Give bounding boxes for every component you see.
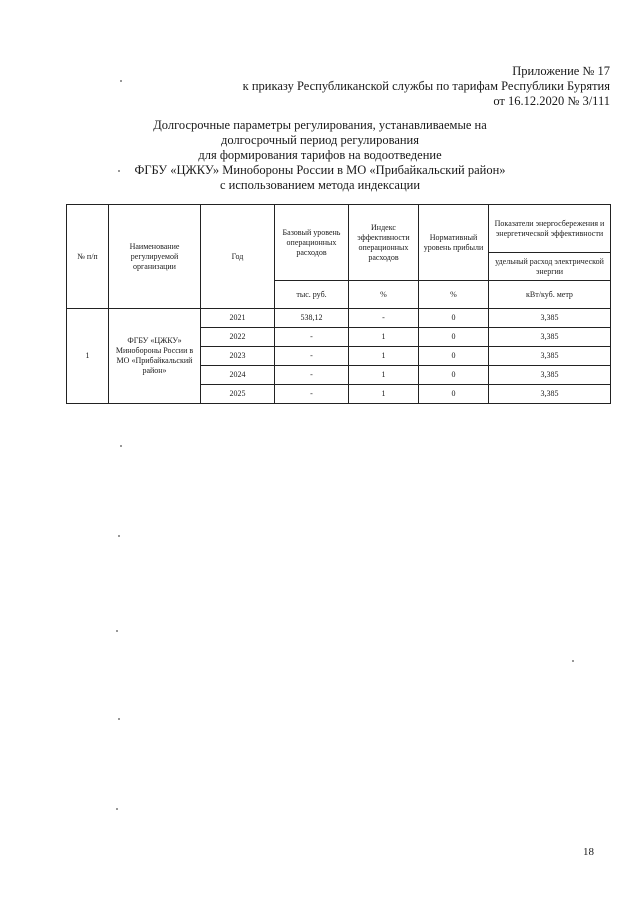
cell-year: 2022 [201,328,275,347]
row-number: 1 [67,309,109,404]
cell-index: 1 [349,385,419,404]
unit-index: % [349,281,419,309]
header-energy: Показатели энергосбережения и энергетической эффективности [489,205,611,253]
cell-base: - [275,366,349,385]
scan-speck [116,808,118,810]
heading-line-1: Долгосрочные параметры регулирования, устанавливаемые на [153,118,487,132]
scan-speck [120,80,122,82]
scan-speck [118,170,120,172]
appendix-date: от 16.12.2020 № 3/111 [493,94,610,108]
cell-index: 1 [349,328,419,347]
cell-profit: 0 [419,309,489,328]
unit-profit: % [419,281,489,309]
scan-speck [118,718,120,720]
unit-energy: кВт/куб. метр [489,281,611,309]
header-num: № п/п [67,205,109,309]
page-number: 18 [583,846,594,858]
cell-profit: 0 [419,385,489,404]
cell-base: - [275,385,349,404]
scan-speck [118,535,120,537]
cell-year: 2021 [201,309,275,328]
cell-energy: 3,385 [489,366,611,385]
header-profit: Нормативный уровень прибыли [419,205,489,281]
cell-profit: 0 [419,328,489,347]
cell-index: 1 [349,366,419,385]
header-org: Наименование регулируемой организации [109,205,201,309]
cell-base: - [275,328,349,347]
document-heading [60,118,580,193]
table-row [67,309,611,328]
cell-year: 2024 [201,366,275,385]
header-year: Год [201,205,275,309]
parameters-table [66,204,611,404]
cell-index: 1 [349,347,419,366]
cell-energy: 3,385 [489,328,611,347]
cell-year: 2025 [201,385,275,404]
scan-speck [116,630,118,632]
row-organization: ФГБУ «ЦЖКУ» Минобороны России в МО «Прибайкальский район» [109,309,201,404]
heading-line-2: долгосрочный период регулирования [221,133,419,147]
cell-profit: 0 [419,366,489,385]
unit-base: тыс. руб. [275,281,349,309]
table-header-row [67,205,611,253]
heading-line-5: с использованием метода индексации [219,178,421,192]
cell-profit: 0 [419,347,489,366]
cell-base: 538,12 [275,309,349,328]
cell-base: - [275,347,349,366]
header-base: Базовый уровень операционных расходов [275,205,349,281]
cell-index: - [349,309,419,328]
appendix-title: Приложение № 17 [512,64,610,78]
cell-energy: 3,385 [489,309,611,328]
cell-energy: 3,385 [489,385,611,404]
heading-line-4: ФГБУ «ЦЖКУ» Минобороны России в МО «Прибайкальский район» [134,163,506,177]
cell-energy: 3,385 [489,347,611,366]
cell-year: 2023 [201,347,275,366]
header-index: Индекс эффективности операционных расходов [349,205,419,281]
scan-speck [572,660,574,662]
appendix-block [243,64,610,109]
scan-speck [120,445,122,447]
header-energy-sub: удельный расход электрической энергии [489,253,611,281]
appendix-order: к приказу Республиканской службы по тарифам Республики Бурятия [242,79,610,93]
heading-line-3: для формирования тарифов на водоотведение [198,148,442,162]
